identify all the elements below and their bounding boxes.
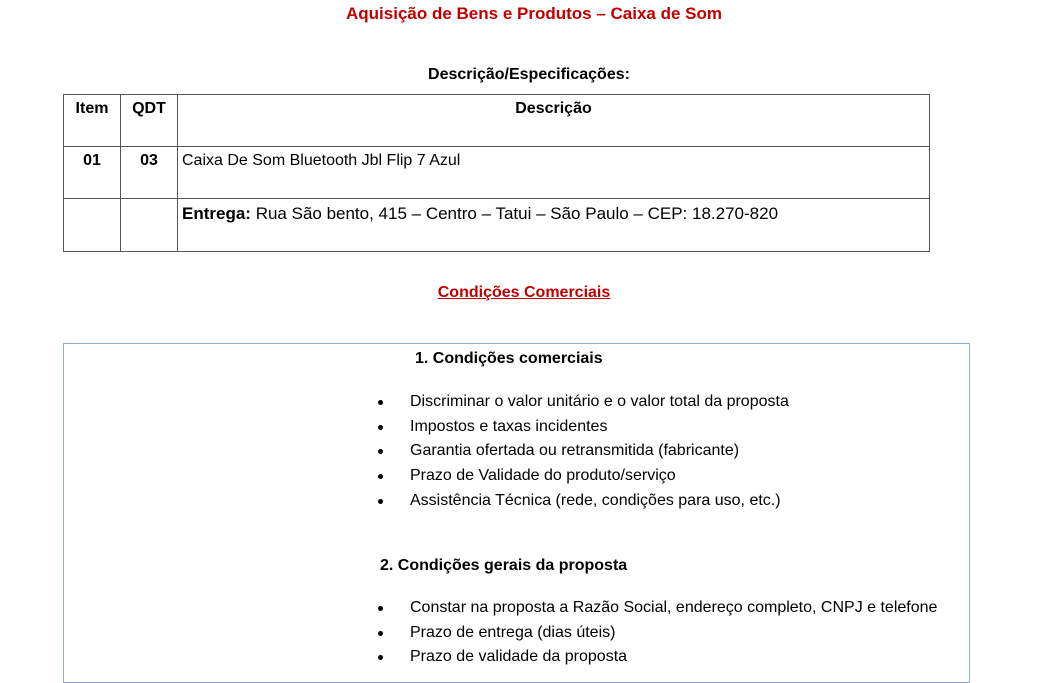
section2-list xyxy=(378,596,950,670)
table-header-row xyxy=(64,95,930,147)
bullet-icon xyxy=(378,425,383,430)
commercial-conditions-heading: Condições Comerciais xyxy=(437,284,611,301)
cell-empty xyxy=(64,199,121,252)
cell-descricao: Caixa De Som Bluetooth Jbl Flip 7 Azul xyxy=(178,147,930,199)
list-item: Prazo de validade da proposta xyxy=(378,645,950,670)
bullet-icon xyxy=(378,400,383,405)
cell-qdt: 03 xyxy=(121,147,178,199)
items-table xyxy=(63,94,930,252)
bullet-icon xyxy=(378,606,383,611)
cell-empty xyxy=(121,199,178,252)
list-item: Assistência Técnica (rede, condições para uso, etc.) xyxy=(378,489,950,514)
bullet-icon xyxy=(378,474,383,479)
table-row xyxy=(64,147,930,199)
bullet-icon xyxy=(378,655,383,660)
specifications-heading: Descrição/Especificações: xyxy=(428,66,630,83)
bullet-icon xyxy=(378,631,383,636)
list-item: Constar na proposta a Razão Social, endereço completo, CNPJ e telefone xyxy=(378,596,950,621)
header-qdt: QDT xyxy=(121,95,178,147)
section1-title: 1. Condições comerciais xyxy=(415,350,603,367)
section2-title: 2. Condições gerais da proposta xyxy=(380,557,628,574)
bullet-icon xyxy=(378,499,383,504)
header-descricao: Descrição xyxy=(178,95,930,147)
list-item: Impostos e taxas incidentes xyxy=(378,415,950,440)
section1-list xyxy=(378,390,950,514)
header-item: Item xyxy=(64,95,121,147)
document-title: Aquisição de Bens e Produtos – Caixa de Som xyxy=(346,4,722,23)
list-item: Discriminar o valor unitário e o valor total da proposta xyxy=(378,390,950,415)
list-item: Prazo de entrega (dias úteis) xyxy=(378,621,950,646)
delivery-address: Rua São bento, 415 – Centro – Tatui – São Paulo – CEP: 18.270-820 xyxy=(250,204,779,223)
delivery-label: Entrega: xyxy=(182,204,251,223)
delivery-cell xyxy=(178,199,930,252)
cell-item: 01 xyxy=(64,147,121,199)
list-item: Garantia ofertada ou retransmitida (fabricante) xyxy=(378,439,950,464)
bullet-icon xyxy=(378,449,383,454)
delivery-row xyxy=(64,199,930,252)
list-item: Prazo de Validade do produto/serviço xyxy=(378,464,950,489)
